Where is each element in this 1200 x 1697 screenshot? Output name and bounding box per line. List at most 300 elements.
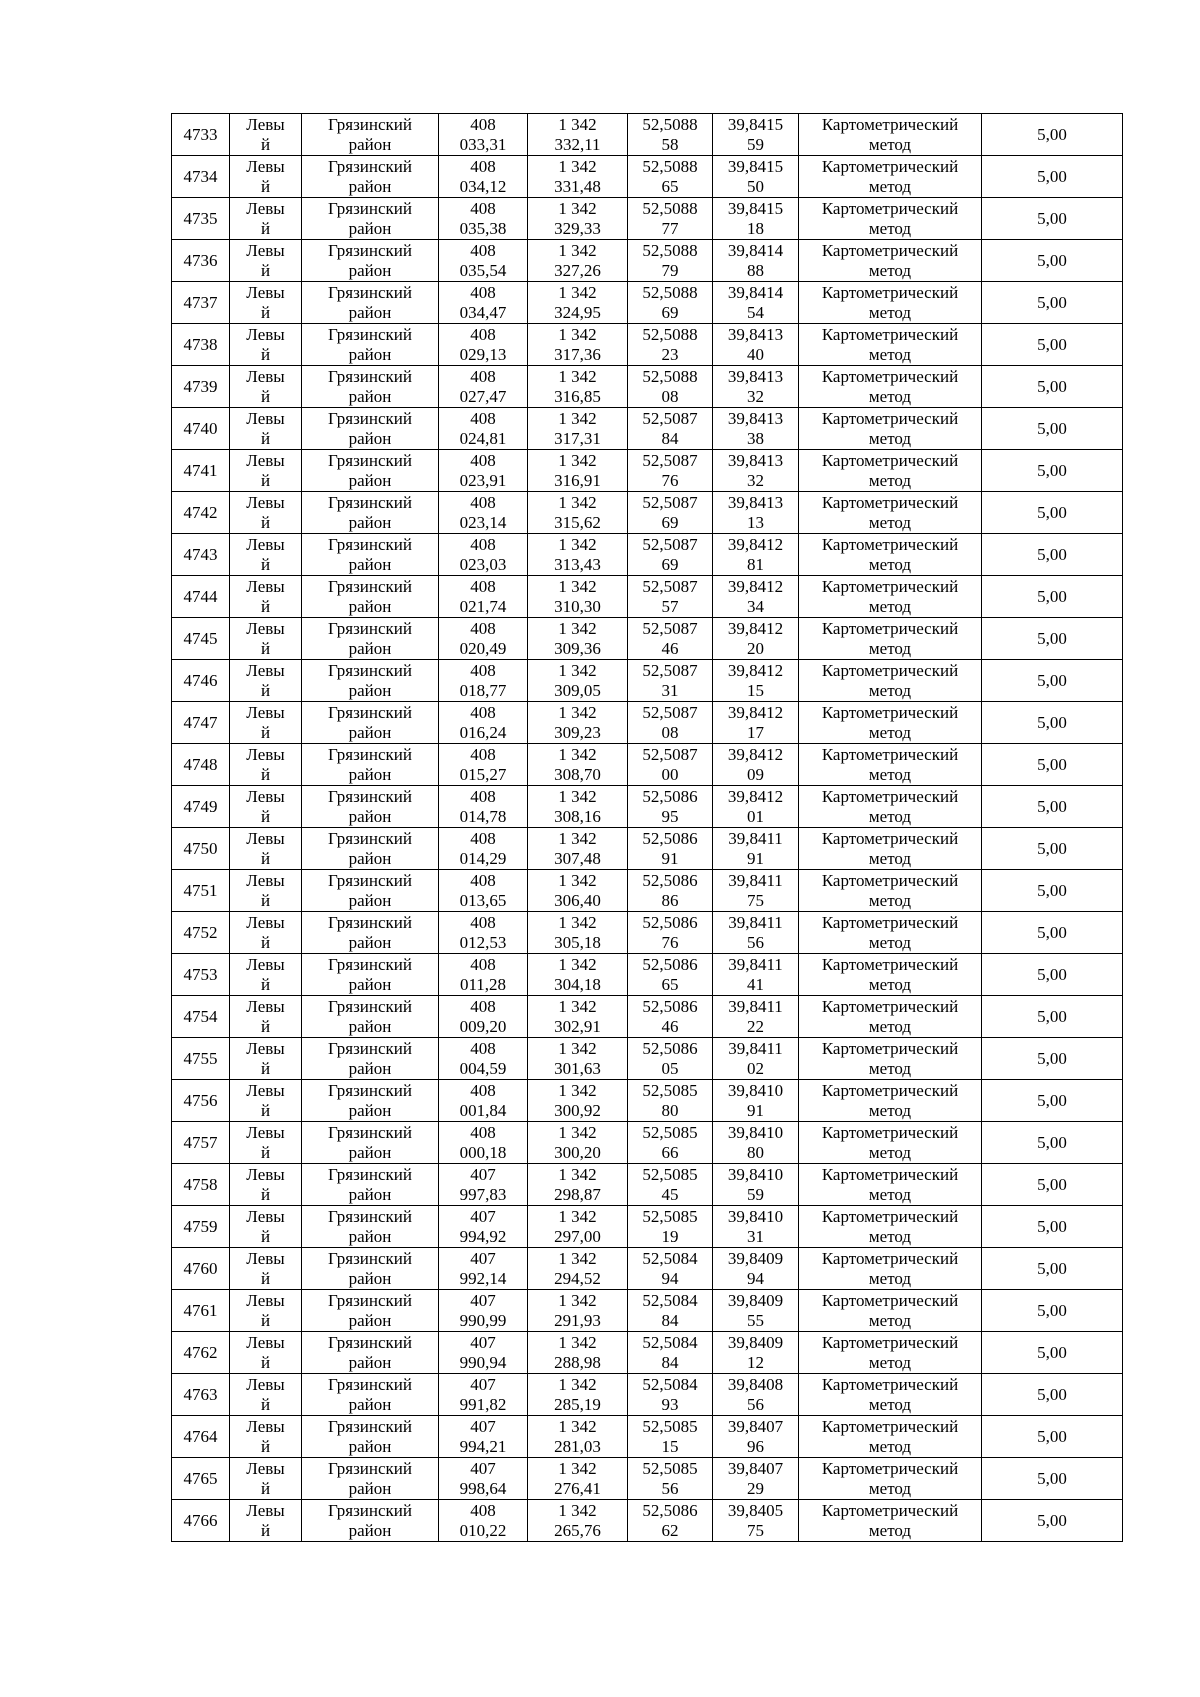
district-text: Грязинский (328, 1164, 412, 1184)
district-text: Грязинский (328, 1248, 412, 1268)
y-coordinate-text: 309,36 (554, 638, 601, 658)
latitude-text: 52,5088 (642, 324, 698, 344)
latitude-text: 52,5085 (642, 1164, 698, 1184)
x-coordinate-text: 015,27 (459, 764, 507, 784)
latitude-cell (628, 618, 713, 660)
longitude-text: 39,8409 (727, 1248, 784, 1268)
y-coordinate-cell (528, 324, 628, 366)
side-cell (230, 408, 302, 450)
district-cell (302, 1290, 439, 1332)
side-text: й (260, 1436, 271, 1456)
y-coordinate-cell (528, 744, 628, 786)
district-text: район (348, 134, 392, 154)
method-text: метод (868, 722, 912, 742)
side-text: Левы (246, 1416, 285, 1436)
latitude-cell (628, 450, 713, 492)
latitude-cell (628, 912, 713, 954)
point-number-cell: 4747 (172, 702, 230, 744)
side-text: Левы (246, 198, 285, 218)
district-cell (302, 870, 439, 912)
side-cell (230, 1500, 302, 1542)
accuracy-cell: 5,00 (982, 450, 1123, 492)
district-cell (302, 1122, 439, 1164)
x-coordinate-text: 408 (470, 156, 496, 176)
district-text: Грязинский (328, 1206, 412, 1226)
method-cell (799, 1206, 982, 1248)
district-text: Грязинский (328, 198, 412, 218)
side-text: й (260, 1226, 271, 1246)
side-text: й (260, 806, 271, 826)
side-text: й (260, 1352, 271, 1372)
longitude-cell (713, 1416, 799, 1458)
latitude-text: 52,5087 (642, 744, 698, 764)
x-coordinate-cell (439, 912, 528, 954)
accuracy-cell: 5,00 (982, 1080, 1123, 1122)
longitude-text: 12 (747, 1352, 764, 1372)
method-text: Картометрический (821, 996, 959, 1016)
side-cell (230, 1080, 302, 1122)
method-text: Картометрический (821, 366, 959, 386)
y-coordinate-cell (528, 1290, 628, 1332)
longitude-text: 41 (747, 974, 764, 994)
latitude-text: 52,5085 (642, 1080, 698, 1100)
longitude-cell (713, 408, 799, 450)
method-text: Картометрический (821, 492, 959, 512)
latitude-text: 52,5088 (642, 114, 698, 134)
latitude-text: 84 (661, 1310, 679, 1330)
x-coordinate-text: 408 (470, 954, 496, 974)
longitude-text: 39,8415 (727, 198, 784, 218)
longitude-text: 59 (747, 1184, 764, 1204)
table-body (172, 114, 1123, 1542)
side-cell (230, 198, 302, 240)
point-number-cell: 4763 (172, 1374, 230, 1416)
method-text: Картометрический (821, 156, 959, 176)
latitude-cell (628, 828, 713, 870)
y-coordinate-text: 324,95 (554, 302, 601, 322)
y-coordinate-cell (528, 1374, 628, 1416)
district-text: район (348, 1394, 392, 1414)
point-number-cell: 4745 (172, 618, 230, 660)
point-number-cell: 4746 (172, 660, 230, 702)
side-text: Левы (246, 1122, 285, 1142)
district-text: район (348, 806, 392, 826)
accuracy-cell: 5,00 (982, 870, 1123, 912)
x-coordinate-cell (439, 618, 528, 660)
y-coordinate-text: 1 342 (558, 1038, 597, 1058)
longitude-text: 39,8407 (727, 1458, 784, 1478)
y-coordinate-text: 1 342 (558, 870, 597, 890)
x-coordinate-cell (439, 1290, 528, 1332)
y-coordinate-text: 1 342 (558, 366, 597, 386)
x-coordinate-cell (439, 198, 528, 240)
accuracy-cell: 5,00 (982, 1122, 1123, 1164)
longitude-text: 56 (747, 1394, 764, 1414)
table-row (172, 534, 1123, 576)
y-coordinate-text: 300,92 (554, 1100, 601, 1120)
point-number-cell: 4749 (172, 786, 230, 828)
latitude-cell (628, 1080, 713, 1122)
longitude-text: 39,8409 (727, 1290, 784, 1310)
side-cell (230, 1164, 302, 1206)
longitude-text: 39,8412 (727, 660, 784, 680)
method-cell (799, 240, 982, 282)
longitude-text: 39,8411 (728, 1038, 783, 1058)
district-cell (302, 576, 439, 618)
table-row (172, 408, 1123, 450)
point-number-cell: 4750 (172, 828, 230, 870)
x-coordinate-text: 014,29 (459, 848, 507, 868)
table-row (172, 660, 1123, 702)
x-coordinate-text: 035,38 (459, 218, 507, 238)
table-row (172, 1206, 1123, 1248)
y-coordinate-text: 297,00 (554, 1226, 601, 1246)
method-text: Картометрический (821, 1416, 959, 1436)
longitude-text: 39,8415 (727, 156, 784, 176)
table-row (172, 954, 1123, 996)
latitude-text: 79 (661, 260, 679, 280)
side-text: й (260, 512, 271, 532)
x-coordinate-text: 408 (470, 114, 496, 134)
latitude-cell (628, 870, 713, 912)
district-text: Грязинский (328, 1374, 412, 1394)
accuracy-cell: 5,00 (982, 702, 1123, 744)
y-coordinate-text: 332,11 (554, 134, 601, 154)
longitude-text: 39,8414 (727, 282, 784, 302)
side-text: Левы (246, 954, 285, 974)
y-coordinate-text: 1 342 (558, 1416, 597, 1436)
longitude-cell (713, 1458, 799, 1500)
point-number-cell: 4744 (172, 576, 230, 618)
method-text: метод (868, 1226, 912, 1246)
side-cell (230, 618, 302, 660)
x-coordinate-text: 994,92 (459, 1226, 507, 1246)
method-text: Картометрический (821, 702, 959, 722)
longitude-text: 59 (747, 134, 764, 154)
district-text: Грязинский (328, 324, 412, 344)
table-row (172, 1416, 1123, 1458)
latitude-text: 52,5087 (642, 702, 698, 722)
table-row (172, 492, 1123, 534)
method-cell (799, 1038, 982, 1080)
point-number-cell: 4739 (172, 366, 230, 408)
side-cell (230, 576, 302, 618)
district-text: район (348, 386, 392, 406)
side-text: Левы (246, 408, 285, 428)
method-cell (799, 1164, 982, 1206)
x-coordinate-cell (439, 786, 528, 828)
y-coordinate-cell (528, 912, 628, 954)
side-cell (230, 450, 302, 492)
latitude-text: 23 (661, 344, 679, 364)
district-text: Грязинский (328, 282, 412, 302)
latitude-text: 46 (661, 638, 679, 658)
x-coordinate-text: 997,83 (459, 1184, 507, 1204)
table-row (172, 1038, 1123, 1080)
method-cell (799, 996, 982, 1038)
x-coordinate-cell (439, 660, 528, 702)
longitude-cell (713, 156, 799, 198)
table-row (172, 1164, 1123, 1206)
district-cell (302, 534, 439, 576)
y-coordinate-cell (528, 1458, 628, 1500)
latitude-text: 93 (661, 1394, 679, 1414)
longitude-text: 32 (747, 386, 764, 406)
accuracy-cell: 5,00 (982, 1416, 1123, 1458)
district-text: Грязинский (328, 1500, 412, 1520)
longitude-text: 39,8410 (727, 1080, 784, 1100)
longitude-text: 39,8408 (727, 1374, 784, 1394)
accuracy-cell: 5,00 (982, 618, 1123, 660)
longitude-text: 18 (747, 218, 764, 238)
point-number-cell: 4758 (172, 1164, 230, 1206)
y-coordinate-text: 304,18 (554, 974, 601, 994)
y-coordinate-cell (528, 366, 628, 408)
district-text: Грязинский (328, 1416, 412, 1436)
accuracy-cell: 5,00 (982, 660, 1123, 702)
longitude-text: 13 (747, 512, 764, 532)
x-coordinate-text: 016,24 (459, 722, 507, 742)
side-cell (230, 1122, 302, 1164)
y-coordinate-cell (528, 534, 628, 576)
longitude-text: 91 (747, 1100, 764, 1120)
latitude-text: 52,5086 (642, 912, 698, 932)
x-coordinate-text: 408 (470, 786, 496, 806)
side-text: й (260, 974, 271, 994)
longitude-text: 39,8411 (728, 870, 783, 890)
method-text: метод (868, 1352, 912, 1372)
side-text: Левы (246, 366, 285, 386)
latitude-text: 52,5087 (642, 534, 698, 554)
district-cell (302, 240, 439, 282)
side-cell (230, 870, 302, 912)
y-coordinate-text: 1 342 (558, 1080, 597, 1100)
table-row (172, 1080, 1123, 1122)
side-text: Левы (246, 1332, 285, 1352)
side-text: й (260, 344, 271, 364)
district-text: район (348, 1100, 392, 1120)
latitude-cell (628, 954, 713, 996)
accuracy-cell: 5,00 (982, 1332, 1123, 1374)
district-text: район (348, 764, 392, 784)
y-coordinate-text: 1 342 (558, 240, 597, 260)
y-coordinate-cell (528, 660, 628, 702)
y-coordinate-cell (528, 492, 628, 534)
method-cell (799, 870, 982, 912)
table-row (172, 1458, 1123, 1500)
latitude-text: 19 (661, 1226, 679, 1246)
longitude-cell (713, 828, 799, 870)
table-row (172, 744, 1123, 786)
district-text: район (348, 176, 392, 196)
table-row (172, 618, 1123, 660)
longitude-text: 22 (747, 1016, 764, 1036)
district-cell (302, 156, 439, 198)
accuracy-cell: 5,00 (982, 912, 1123, 954)
method-cell (799, 1080, 982, 1122)
latitude-text: 69 (661, 554, 679, 574)
point-number-cell: 4757 (172, 1122, 230, 1164)
table-row (172, 828, 1123, 870)
y-coordinate-text: 1 342 (558, 324, 597, 344)
x-coordinate-text: 408 (470, 702, 496, 722)
side-cell (230, 1248, 302, 1290)
latitude-cell (628, 576, 713, 618)
y-coordinate-cell (528, 870, 628, 912)
latitude-text: 56 (661, 1478, 679, 1498)
latitude-text: 76 (661, 470, 679, 490)
latitude-cell (628, 492, 713, 534)
table-row (172, 1248, 1123, 1290)
y-coordinate-text: 1 342 (558, 954, 597, 974)
method-text: Картометрический (821, 282, 959, 302)
method-text: метод (868, 1142, 912, 1162)
method-text: метод (868, 890, 912, 910)
latitude-text: 66 (661, 1142, 679, 1162)
y-coordinate-text: 1 342 (558, 408, 597, 428)
latitude-cell (628, 1374, 713, 1416)
method-cell (799, 1248, 982, 1290)
point-number-cell: 4764 (172, 1416, 230, 1458)
x-coordinate-text: 408 (470, 324, 496, 344)
latitude-text: 52,5088 (642, 156, 698, 176)
accuracy-cell: 5,00 (982, 492, 1123, 534)
latitude-text: 15 (661, 1436, 679, 1456)
x-coordinate-text: 035,54 (459, 260, 507, 280)
x-coordinate-text: 013,65 (459, 890, 507, 910)
latitude-text: 86 (661, 890, 679, 910)
district-text: Грязинский (328, 450, 412, 470)
longitude-cell (713, 660, 799, 702)
side-text: й (260, 638, 271, 658)
method-text: метод (868, 176, 912, 196)
side-text: Левы (246, 912, 285, 932)
x-coordinate-cell (439, 1374, 528, 1416)
latitude-cell (628, 786, 713, 828)
side-cell (230, 744, 302, 786)
y-coordinate-cell (528, 996, 628, 1038)
method-text: метод (868, 596, 912, 616)
longitude-text: 39,8415 (727, 114, 784, 134)
latitude-text: 52,5087 (642, 660, 698, 680)
x-coordinate-text: 408 (470, 240, 496, 260)
point-number-cell: 4742 (172, 492, 230, 534)
latitude-text: 65 (661, 974, 679, 994)
longitude-cell (713, 282, 799, 324)
method-cell (799, 450, 982, 492)
method-cell (799, 576, 982, 618)
x-coordinate-text: 408 (470, 408, 496, 428)
district-cell (302, 492, 439, 534)
method-text: Картометрический (821, 576, 959, 596)
x-coordinate-text: 408 (470, 492, 496, 512)
longitude-text: 31 (747, 1226, 764, 1246)
district-text: Грязинский (328, 240, 412, 260)
longitude-text: 20 (747, 638, 764, 658)
y-coordinate-text: 308,70 (554, 764, 601, 784)
longitude-cell (713, 240, 799, 282)
x-coordinate-cell (439, 324, 528, 366)
district-text: Грязинский (328, 576, 412, 596)
latitude-text: 52,5084 (642, 1248, 698, 1268)
side-text: Левы (246, 156, 285, 176)
longitude-text: 39,8413 (727, 408, 784, 428)
district-cell (302, 954, 439, 996)
y-coordinate-text: 1 342 (558, 1122, 597, 1142)
longitude-text: 29 (747, 1478, 764, 1498)
method-text: Картометрический (821, 912, 959, 932)
latitude-cell (628, 156, 713, 198)
x-coordinate-text: 408 (470, 576, 496, 596)
x-coordinate-text: 408 (470, 198, 496, 218)
method-cell (799, 786, 982, 828)
x-coordinate-cell (439, 492, 528, 534)
point-number-cell: 4753 (172, 954, 230, 996)
table-row (172, 996, 1123, 1038)
district-text: Грязинский (328, 996, 412, 1016)
longitude-text: 56 (747, 932, 764, 952)
table-row (172, 324, 1123, 366)
method-cell (799, 660, 982, 702)
latitude-text: 52,5086 (642, 786, 698, 806)
point-number-cell: 4759 (172, 1206, 230, 1248)
x-coordinate-cell (439, 1164, 528, 1206)
method-cell (799, 534, 982, 576)
district-text: район (348, 722, 392, 742)
district-text: район (348, 848, 392, 868)
x-coordinate-text: 990,99 (459, 1310, 507, 1330)
x-coordinate-text: 990,94 (459, 1352, 507, 1372)
y-coordinate-text: 1 342 (558, 156, 597, 176)
accuracy-cell: 5,00 (982, 996, 1123, 1038)
y-coordinate-text: 329,33 (554, 218, 601, 238)
x-coordinate-text: 018,77 (459, 680, 507, 700)
accuracy-cell: 5,00 (982, 1038, 1123, 1080)
district-cell (302, 1374, 439, 1416)
longitude-text: 75 (747, 1520, 764, 1540)
y-coordinate-text: 281,03 (554, 1436, 601, 1456)
table-row (172, 576, 1123, 618)
longitude-text: 39,8412 (727, 702, 784, 722)
latitude-cell (628, 198, 713, 240)
longitude-text: 39,8412 (727, 534, 784, 554)
x-coordinate-text: 004,59 (459, 1058, 507, 1078)
y-coordinate-text: 331,48 (554, 176, 601, 196)
x-coordinate-text: 994,21 (459, 1436, 507, 1456)
longitude-text: 39,8413 (727, 450, 784, 470)
longitude-cell (713, 1290, 799, 1332)
district-text: Грязинский (328, 1122, 412, 1142)
accuracy-cell: 5,00 (982, 954, 1123, 996)
method-cell (799, 324, 982, 366)
district-cell (302, 366, 439, 408)
district-text: Грязинский (328, 702, 412, 722)
accuracy-cell: 5,00 (982, 744, 1123, 786)
x-coordinate-text: 024,81 (459, 428, 507, 448)
longitude-text: 09 (747, 764, 764, 784)
latitude-cell (628, 660, 713, 702)
method-cell (799, 492, 982, 534)
y-coordinate-text: 265,76 (554, 1520, 601, 1540)
longitude-cell (713, 450, 799, 492)
district-text: район (348, 1310, 392, 1330)
x-coordinate-cell (439, 1500, 528, 1542)
latitude-text: 52,5086 (642, 954, 698, 974)
method-text: метод (868, 470, 912, 490)
latitude-text: 52,5087 (642, 618, 698, 638)
method-text: метод (868, 638, 912, 658)
x-coordinate-text: 408 (470, 450, 496, 470)
